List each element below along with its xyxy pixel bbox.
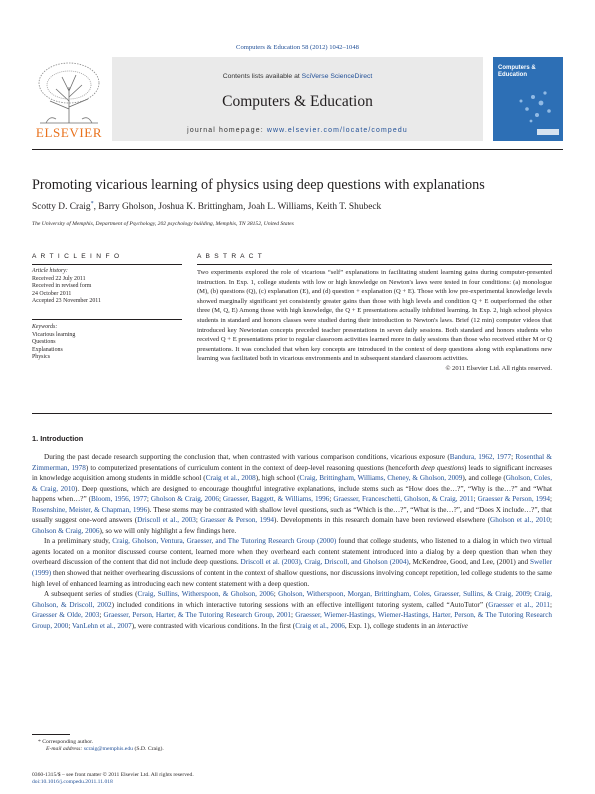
homepage-prefix: journal homepage:	[187, 127, 267, 134]
footnote-rule	[32, 734, 70, 735]
paragraph-text: ;	[550, 516, 552, 525]
author-affiliation: The University of Memphis, Department of Psychology, 202 psychology building, Memphis, TN 38152, United States	[32, 221, 294, 227]
citation-link[interactable]: Gholson et al., 2010	[490, 516, 550, 525]
journal-title: Computers & Education	[222, 93, 373, 110]
citation-link[interactable]: Craig et al., 2008	[205, 474, 256, 483]
paragraph-text: ;	[99, 611, 104, 620]
citation-link[interactable]: Gholson, Coles, & Craig, 2010	[32, 474, 553, 493]
citation-link[interactable]: Craig, Sullins, Witherspoon, & Gholson, 2006	[137, 590, 274, 599]
section-heading-introduction: 1. Introduction	[32, 434, 84, 443]
paragraph-text: , Exp. 1), college students in an	[344, 621, 438, 630]
citation-link[interactable]: Graesser, Person, Harter, & The Tutoring Research Group, 2001	[103, 611, 292, 620]
email-suffix: (S.D. Craig).	[133, 746, 164, 753]
author-list	[32, 201, 563, 212]
citation-link[interactable]: Graesser, Wiemer-Hastings, Wiemer-Hastings, Harter, Person, & The Tutoring Research Group, 2000	[32, 611, 552, 630]
citation-link[interactable]: Driscoll et al. (2003), Craig, Driscoll, and Gholson (2004)	[240, 558, 409, 567]
paragraph-text: ;	[146, 495, 151, 504]
paragraph-text: ;	[550, 495, 553, 504]
abstract-text: Two experiments explored the role of vicarious “self” explanations in facilitating student learning gains during computer-presented instruction. In Exp. 1, college students with low or high knowledge on Newton's laws were tested in four conditions: (a) monologue (M), (b) questions (Q), (c) explanation (E), and (d) question + explanation (Q + E). Those with low pre-experimental knowledge levels showed marginally significant yet consistently greater gains than those with high levels and condition Q + E outperformed the other three (M, Q, E) Among those with high knowledge, the Q + E presentations actually inhibited learning. In Exp. 2, high school physics students in standard and honors classes were studied during their introduction to Newton's laws. Brief (12 min) computer videos that introduced key Newtonian concepts preceded teacher presentations in seven daily sessions. Both standard and honors students who received Q + E presentations prior to regular classroom activities learned more in daily sessions than those who received either M or Q presentations. It was concluded that when key concepts are introduced in the context of deep questions along with explanations new learning was facilitated both in vicarious environments and in subsequent standard classroom activities.	[197, 269, 552, 363]
citation-link[interactable]: Gholson & Craig, 2006	[150, 495, 219, 504]
keywords	[32, 324, 182, 362]
paragraph-text: ;	[195, 516, 201, 525]
article-history	[32, 268, 182, 306]
paragraph-text: ;	[291, 611, 296, 620]
citation-link[interactable]: Bloom, 1956, 1977	[91, 495, 147, 504]
history-line: Received 22 July 2011	[32, 275, 86, 282]
journal-homepage	[112, 127, 483, 134]
abstract-copyright: © 2011 Elsevier Ltd. All rights reserved.	[445, 364, 552, 372]
citation-link[interactable]: Driscoll et al., 2003	[137, 516, 196, 525]
paragraph-text: ), and college (	[462, 474, 506, 483]
article-info-heading: A R T I C L E I N F O	[32, 253, 121, 260]
citation-link[interactable]: Rosenthal & Zimmerman, 1978	[32, 453, 553, 472]
author-first[interactable]: Scotty D. Craig	[32, 202, 91, 213]
paragraph-text: ) to computerized presentations of curriculum content in the context of deep-level reasoning questions (henceforth	[85, 463, 422, 472]
history-line: 24 October 2011	[32, 290, 72, 297]
journal-reference[interactable]: Computers & Education 58 (2012) 1042–1048	[236, 44, 359, 51]
paragraph-text: ) included conditions in which interactive tutoring sessions with an effective intelligent tutoring system, called “AutoTutor” (	[111, 600, 489, 609]
issn-line: 0360-1315/$ – see front matter © 2011 Elsevier Ltd. All rights reserved.	[32, 772, 194, 778]
author-others: , Barry Gholson, Joshua K. Brittingham, Joah L. Williams, Keith T. Shubeck	[93, 202, 382, 213]
paragraph	[32, 589, 552, 631]
citation-link[interactable]: Graesser & Person, 1994	[200, 516, 275, 525]
keyword-item: Questions	[32, 339, 56, 345]
journal-cover-thumbnail[interactable]	[493, 57, 563, 141]
paragraph-text: ;	[529, 590, 535, 599]
emphasis-text: deep questions	[421, 463, 465, 472]
elsevier-wordmark: ELSEVIER	[35, 125, 103, 140]
email-label: E-mail address:	[46, 746, 84, 753]
abstract-heading: A B S T R A C T	[197, 253, 264, 260]
citation-link[interactable]: Graesser, Baggett, & Williams, 1996	[222, 495, 330, 504]
paragraph-text: then showed that neither overhearing discussions of content in the context of shallow questions, nor discussions involving concept repetition, led college students to the same high level of enhanced learning as introducing each new content statement with a deep question.	[32, 569, 552, 588]
paragraph-text: ). Developments in this research domain have been reviewed elsewhere (	[274, 516, 491, 525]
history-line: Accepted 23 November 2011	[32, 298, 101, 304]
citation-link[interactable]: Craig, Gholson, & Driscoll, 2002	[32, 590, 553, 609]
homepage-link[interactable]: www.elsevier.com/locate/compedu	[266, 127, 408, 134]
article-title: Promoting vicarious learning of physics using deep questions with explanations	[32, 177, 485, 193]
paragraph-text: found that college students, who listened to a dialog in which two virtual agents located on a monitor discussed course content, learned more when they overheard each content statement introduced into a dialog by a deep question than when they overheard discussion of the content that did not include deep questions.	[32, 537, 552, 567]
paragraph-text: ), were contrasted with vicarious conditions. In the first (	[131, 621, 296, 630]
contents-prefix: Contents lists available at	[222, 73, 302, 80]
paragraph-text: ) leads to significant increases in knowledge acquisition among students in middle school (	[32, 463, 552, 483]
citation-link[interactable]: Craig, Brittingham, Williams, Cheney, & Gholson, 2009	[299, 474, 463, 483]
citation-link[interactable]: VanLehn et al., 2007	[72, 621, 132, 630]
keyword-item: Vicarious learning	[32, 331, 76, 338]
doi-link[interactable]: doi:10.1016/j.compedu.2011.11.018	[32, 779, 113, 786]
article-info-rule	[32, 264, 182, 265]
citation-link[interactable]: Rosenshine, Meister, & Chapman, 1996	[32, 505, 148, 514]
cover-badge	[537, 129, 559, 135]
journal-masthead	[32, 57, 563, 145]
citation-link[interactable]: Sweller (1999)	[32, 558, 552, 578]
paragraph-text: ;	[550, 600, 552, 609]
footnote	[32, 739, 332, 754]
paragraph-text: ;	[473, 495, 478, 504]
keyword-item: Explanations	[32, 346, 63, 353]
elsevier-tree-icon	[32, 57, 106, 127]
history-line: Received in revised form	[32, 283, 92, 289]
journal-banner	[112, 57, 483, 141]
paragraph-text: , McKendree, Good, and Lee, (2001) and	[408, 558, 531, 567]
history-rule	[32, 319, 182, 320]
paragraph-text: ;	[68, 621, 73, 630]
citation-link[interactable]: Craig et al., 2006	[295, 621, 345, 630]
footnote-text: Corresponding author.	[42, 739, 94, 745]
paragraph-text: ). Deep questions, which are designed to encourage thoughtful integrative explanations, include stems such as “How does the…?”, “Why is the…?” and “What happens when…?” (	[32, 484, 552, 504]
citation-link[interactable]: Graesser et al., 2011	[488, 600, 550, 609]
keyword-item: Physics	[32, 354, 51, 360]
sciencedirect-link[interactable]: SciVerse ScienceDirect	[301, 73, 373, 80]
paragraph-text: A subsequent series of studies (	[44, 590, 138, 599]
masthead-rule	[32, 149, 563, 150]
elsevier-logo[interactable]	[32, 57, 106, 141]
citation-link[interactable]: Graesser & Olde, 2003	[32, 611, 100, 620]
cover-title: Computers & Education	[498, 65, 536, 78]
introduction-body	[32, 452, 552, 631]
contents-line	[112, 73, 483, 80]
emphasis-text: interactive	[437, 621, 468, 630]
paragraph-text: ). These stems may be contrasted with shallow level questions, such as “Which is the…?”, “What is the…?”, and “Does X include…?”, that usually suggest one-word answers (	[32, 505, 552, 525]
paragraph	[32, 536, 552, 589]
abstract-rule-top	[197, 264, 552, 265]
paragraph-text: During the past decade research supporting the conclusion that, when contrasted with various comparison conditions, vicarious exposure (	[44, 453, 450, 461]
citation-link[interactable]: Graesser & Person, 1994	[477, 495, 551, 504]
paragraph-text: ;	[329, 495, 334, 504]
keywords-label: Keywords:	[32, 324, 58, 330]
history-label: Article history:	[32, 268, 68, 274]
paragraph-text: ;	[273, 590, 279, 599]
paragraph-text: ;	[511, 453, 516, 461]
citation-link[interactable]: Bandura, 1962, 1977	[449, 453, 512, 461]
citation-link[interactable]: Graesser, Franceschetti, Gholson, & Craig, 2011	[333, 495, 474, 504]
citation-link[interactable]: Gholson & Craig, 2006	[32, 526, 100, 535]
footnote-mark: *	[38, 739, 41, 745]
abstract-rule-bottom	[32, 413, 552, 414]
paragraph-text: ;	[218, 495, 223, 504]
corresponding-author-mark[interactable]: *	[90, 201, 94, 207]
issn-block	[32, 772, 432, 787]
paragraph-text: ), high school (	[255, 474, 300, 483]
paragraph	[32, 452, 552, 536]
email-link[interactable]: scraig@memphis.edu	[83, 746, 134, 753]
abstract-body	[197, 268, 552, 374]
citation-link[interactable]: Craig, Gholson, Ventura, Graesser, and The Tutoring Research Group (2000)	[112, 537, 337, 546]
paragraph-text: ), so we will only highlight a few findings here.	[99, 526, 237, 535]
paragraph-text: In a preliminary study,	[44, 537, 113, 546]
citation-link[interactable]: Gholson, Witherspoon, Morgan, Brittingham, Coles, Graesser, Sullins, & Craig, 2009	[278, 590, 530, 599]
